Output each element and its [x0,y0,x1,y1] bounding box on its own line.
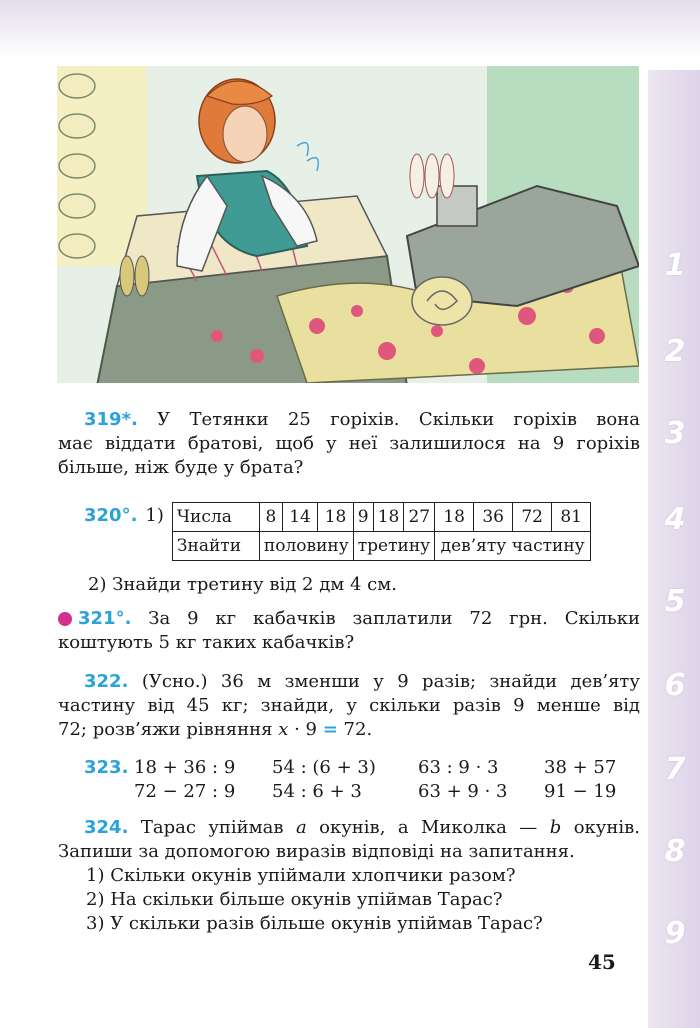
side-tab-4: 4 [664,502,686,537]
table-cell: 18 [318,503,353,532]
problem-text-line: За 9 кг кабачків заплатили 72 грн. Скільки [148,608,640,629]
question: 3) У скільки разів більше окунів упіймав Тарас? [86,913,543,934]
equation-variable: x [278,719,289,740]
problem-319 [58,408,640,480]
variable-a: a [295,817,307,838]
table-cell: дев’яту частину [435,532,591,561]
problem-text-line: (Усно.) 36 м зменши у 9 разів; знайди дев’яту [141,671,640,692]
problem-text-line: коштують 5 кг таких кабачків? [58,632,355,653]
side-tab-2: 2 [664,334,686,369]
side-tab-strip [648,70,700,1028]
side-tab-9: 9 [664,916,686,951]
loom-illustration [57,66,639,383]
table-cell: 36 [474,503,513,532]
expression: 54 : (6 + 3) [272,757,376,778]
problem-320 [84,502,644,597]
top-band [0,0,700,58]
table-cell: 9 [353,503,373,532]
table-header-cell: Числа [172,503,259,532]
equals-sign: = [322,719,338,740]
table-cell: 72 [513,503,552,532]
side-tab-7: 7 [664,752,686,787]
equation-part: 72. [337,719,373,740]
problem-number: 320°. [84,505,138,526]
expression: 63 : 9 · 3 [418,757,499,778]
equation-part: · 9 [288,719,323,740]
table-cell: 14 [282,503,317,532]
side-tab-5: 5 [664,584,686,619]
problem-324 [58,816,640,936]
expression: 38 + 57 [544,757,617,778]
problem-text-line: 72; розв’яжи рівняння [58,719,273,740]
number-table [172,502,591,561]
table-cell: 27 [404,503,435,532]
side-tab-3: 3 [664,416,686,451]
problem-text-line: більше, ніж буде у брата? [58,457,304,478]
side-tab-8: 8 [664,834,686,869]
problem-number: 322. [84,671,129,692]
part-label: 1) [145,505,164,526]
page-number: 45 [588,950,616,974]
table-cell: половину [259,532,353,561]
problem-number: 319*. [84,409,138,430]
problem-323 [84,756,640,804]
problem-number: 324. [84,817,129,838]
table-cell: третину [353,532,434,561]
problem-text-line: частину від 45 кг; знайди, у скільки разів 9 менше від [58,695,640,716]
expression: 91 − 19 [544,781,617,802]
text-fragment: окунів. [573,817,640,838]
table-row [172,532,590,561]
problem-text-line: 2) Знайди третину від 2 дм 4 см. [88,574,397,595]
table-cell: 81 [552,503,591,532]
problem-text-line: має віддати братові, щоб у неї залишилося на 9 горіхів [58,433,640,454]
question: 1) Скільки окунів упіймали хлопчики разом? [86,865,516,886]
problem-text-line: Запиши за допомогою виразів відповіді на запитання. [58,841,575,862]
expression: 18 + 36 : 9 [134,757,236,778]
table-row [172,503,590,532]
text-fragment: окунів, а Миколка — [319,817,538,838]
problem-321 [58,607,640,655]
problem-number: 323. [84,757,129,778]
table-cell: 18 [435,503,474,532]
table-header-cell: Знайти [172,532,259,561]
table-cell: 8 [259,503,282,532]
text-fragment: Тарас упіймав [140,817,284,838]
question: 2) На скільки більше окунів упіймав Тарас? [86,889,503,910]
variable-b: b [549,817,562,838]
expression: 63 + 9 · 3 [418,781,508,802]
expression: 72 − 27 : 9 [134,781,236,802]
problem-text-line: У Тетянки 25 горіхів. Скільки горіхів вона [157,409,640,430]
table-cell: 18 [373,503,404,532]
problem-322 [58,670,640,742]
side-tab-1: 1 [664,248,686,283]
problem-number: 321°. [78,608,132,629]
expression: 54 : 6 + 3 [272,781,362,802]
side-tab-6: 6 [664,668,686,703]
bullet-icon [58,612,72,626]
